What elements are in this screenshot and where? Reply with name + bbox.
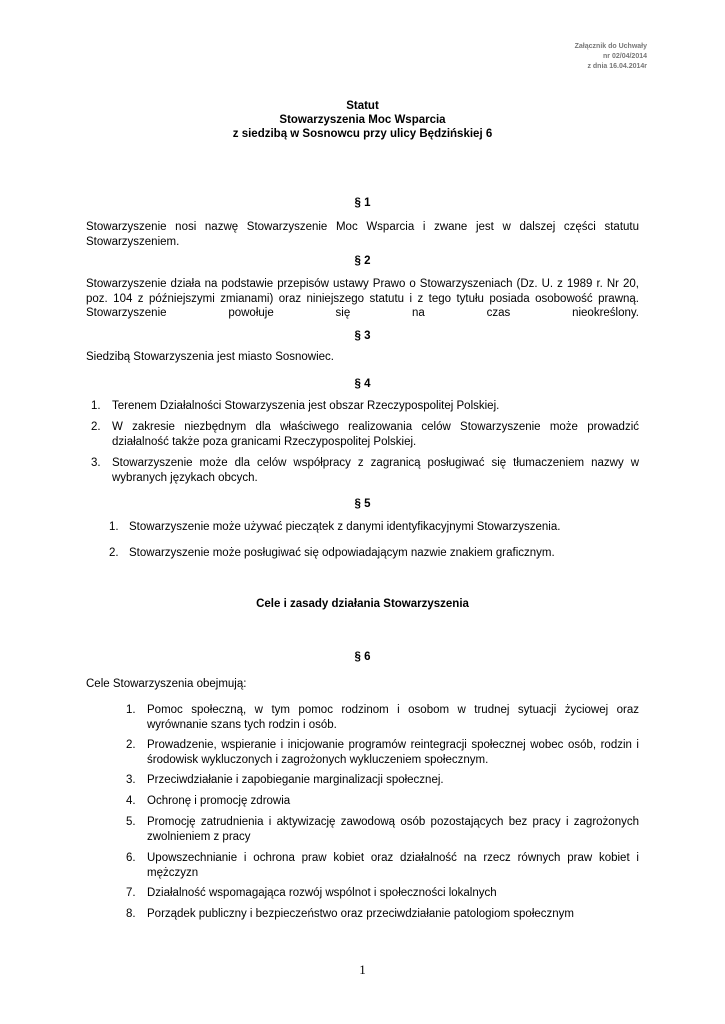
annex-line: nr 02/04/2014 [603, 53, 647, 60]
list-number: 1. [126, 704, 136, 716]
list-item [126, 907, 639, 922]
list-item [91, 399, 639, 414]
section-heading: § 3 [354, 330, 371, 342]
chapter-heading: Cele i zasady działania Stowarzyszenia [256, 598, 469, 610]
title-line: z siedzibą w Sosnowcu przy ulicy Będzińskiej 6 [232, 128, 493, 140]
list-item [126, 886, 639, 901]
list-number: 6. [126, 852, 136, 864]
list-item [109, 546, 639, 561]
list-text: Prowadzenie, wspieranie i inicjowanie programów reintegracji społecznej wobec osób, rodzin i środowisk wykluczonych i zagrożonych wykluczeniem społecznym. [147, 739, 639, 766]
list-item [126, 773, 639, 788]
list-item [126, 738, 639, 767]
list-number: 2. [126, 739, 136, 751]
list-text: W zakresie niezbędnym dla właściwego realizowania celów Stowarzyszenie może prowadzić działalność także poza granicami Rzeczypospolitej Polskiej. [112, 421, 639, 448]
paragraph: Stowarzyszenie działa na podstawie przepisów ustawy Prawo o Stowarzyszeniach (Dz. U. z 1989 r. Nr 20, poz. 104 z późniejszymi zmianami) oraz niniejszego statutu i z tego tytułu posiada osobowość prawną. Stowarzyszenie powołuje się na czas nieokreślony. [86, 278, 639, 319]
list-text: Upowszechnianie i ochrona praw kobiet oraz działalność na rzecz równych praw kobiet i mężczyzn [147, 852, 639, 879]
list-text: Stowarzyszenie może używać pieczątek z danymi identyfikacyjnymi Stowarzyszenia. [129, 521, 561, 533]
list-text: Porządek publiczny i bezpieczeństwo oraz przeciwdziałanie patologiom społecznym [147, 908, 574, 920]
list-text: Ochronę i promocję zdrowia [147, 795, 291, 807]
page-number: 1 [359, 962, 366, 977]
paragraph: Cele Stowarzyszenia obejmują: [86, 678, 247, 690]
list-item [126, 794, 639, 809]
list-text: Terenem Działalności Stowarzyszenia jest obszar Rzeczypospolitej Polskiej. [112, 400, 500, 412]
paragraph: Siedzibą Stowarzyszenia jest miasto Sosnowiec. [86, 351, 335, 363]
paragraph: Stowarzyszenie nosi nazwę Stowarzyszenie Moc Wsparcia i zwane jest w dalszej części statutu Stowarzyszeniem. [86, 221, 639, 248]
annex-line: z dnia 16.04.2014r [587, 63, 647, 70]
list-number: 3. [126, 774, 136, 786]
list-text: Pomoc społeczną, w tym pomoc rodzinom i osobom w trudnej sytuacji życiowej oraz wyrównanie szans tych rodzin i osób. [147, 704, 639, 731]
list-item [91, 456, 639, 485]
list-item [126, 851, 639, 880]
list-item [126, 703, 639, 732]
title-line: Statut [346, 100, 379, 112]
list-text: Stowarzyszenie może posługiwać się odpowiadającym nazwie znakiem graficznym. [129, 547, 555, 559]
list-number: 2. [109, 547, 119, 559]
list-item [109, 520, 639, 535]
list-item [126, 815, 639, 844]
document-title [86, 99, 639, 141]
list-item [91, 420, 639, 449]
list-number: 4. [126, 795, 136, 807]
list-number: 7. [126, 887, 136, 899]
section-heading: § 2 [354, 255, 371, 267]
annex-note [575, 42, 647, 72]
section-heading: § 6 [354, 651, 371, 663]
section-heading: § 4 [354, 378, 371, 390]
list-number: 8. [126, 908, 136, 920]
section-heading: § 1 [354, 197, 371, 209]
annex-line: Załącznik do Uchwały [574, 43, 647, 50]
section-heading: § 5 [354, 498, 371, 510]
list-number: 1. [91, 400, 101, 412]
title-line: Stowarzyszenia Moc Wsparcia [279, 114, 446, 126]
list-text: Promocję zatrudnienia i aktywizację zawodową osób pozostających bez pracy i zagrożonych zwolnieniem z pracy [147, 816, 639, 843]
list-number: 1. [109, 521, 119, 533]
list-number: 3. [91, 457, 101, 469]
list-text: Przeciwdziałanie i zapobieganie marginalizacji społecznej. [147, 774, 444, 786]
list-number: 2. [91, 421, 101, 433]
list-number: 5. [126, 816, 136, 828]
list-text: Działalność wspomagająca rozwój wspólnot i społeczności lokalnych [147, 887, 497, 899]
list-text: Stowarzyszenie może dla celów współpracy z zagranicą posługiwać się tłumaczeniem nazwy w wybranych językach obcych. [112, 457, 639, 484]
